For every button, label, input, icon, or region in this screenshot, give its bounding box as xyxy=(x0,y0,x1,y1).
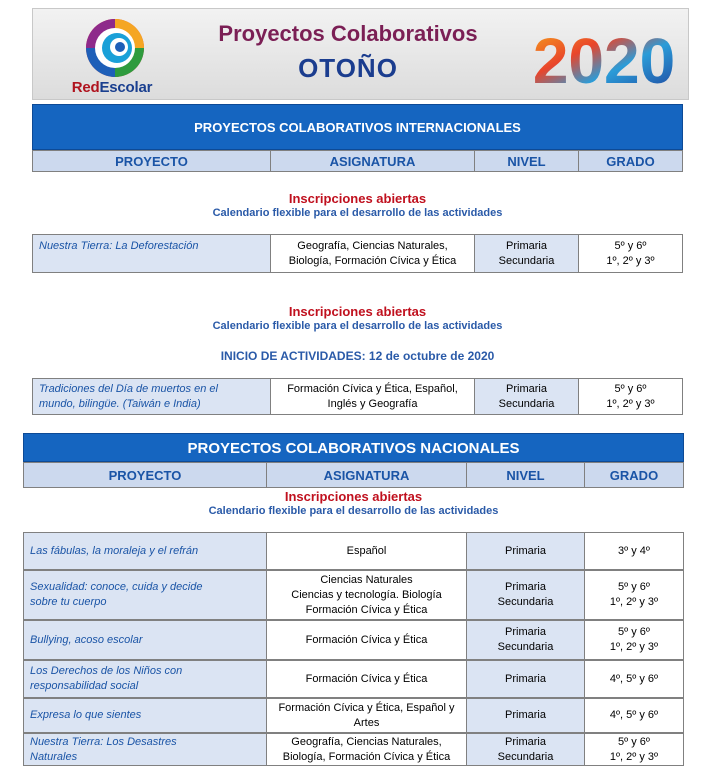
swirl-logo-icon xyxy=(81,17,149,79)
asignatura-cell xyxy=(267,699,467,732)
nivel-line: Primaria xyxy=(505,544,546,557)
table-row xyxy=(32,378,683,415)
calendar-notice: Calendario flexible para el desarrollo de las actividades xyxy=(212,320,503,332)
calendar-notice: Calendario flexible para el desarrollo de las actividades xyxy=(208,505,499,517)
logo-escolar-text: Escolar xyxy=(99,79,153,96)
grado-cell xyxy=(585,699,683,732)
year-graphic xyxy=(529,17,679,93)
nivel-cell xyxy=(467,621,585,659)
nivel-line: Secundaria xyxy=(498,254,555,267)
col-asignatura: ASIGNATURA xyxy=(271,151,475,171)
project-link[interactable] xyxy=(24,621,267,659)
asignatura-cell xyxy=(267,661,467,697)
asignatura-line: Ciencias Naturales xyxy=(320,573,413,586)
grado-cell xyxy=(585,571,683,619)
nivel-line: Secundaria xyxy=(497,750,554,763)
grado-cell xyxy=(585,661,683,697)
project-name: Tradiciones del Día de muertos en el xyxy=(39,382,218,395)
asignatura-line: Formación Cívica y Ética xyxy=(305,633,428,646)
grado-line: 5º y 6º xyxy=(618,581,650,593)
status-notice: Inscripciones abiertas xyxy=(284,489,423,504)
nivel-cell xyxy=(467,533,585,569)
project-name: Naturales xyxy=(30,750,78,763)
grado-line: 5º y 6º xyxy=(614,382,647,395)
project-name: Nuestra Tierra: La Deforestación xyxy=(39,240,199,252)
project-link[interactable] xyxy=(24,734,267,765)
project-name: Sexualidad: conoce, cuida y decide xyxy=(30,581,203,593)
asignatura-line: Formación Cívica y Ética xyxy=(305,603,428,616)
col-nivel: NIVEL xyxy=(467,463,585,487)
project-link[interactable] xyxy=(24,571,267,619)
nivel-cell xyxy=(467,661,585,697)
nivel-cell xyxy=(467,571,585,619)
table-row xyxy=(23,570,684,620)
nivel-line: Primaria xyxy=(505,709,546,721)
grado-line: 4º, 5º y 6º xyxy=(609,672,659,685)
asignatura-line: Inglés y Geografía xyxy=(327,397,418,410)
nivel-line: Secundaria xyxy=(497,596,554,608)
grado-line: 4º, 5º y 6º xyxy=(609,709,659,721)
project-link[interactable] xyxy=(33,379,271,414)
grado-cell xyxy=(585,734,683,765)
asignatura-cell xyxy=(267,571,467,619)
nivel-line: Secundaria xyxy=(498,397,555,410)
internacionales-column-headers xyxy=(32,150,683,172)
grado-line: 5º y 6º xyxy=(614,239,647,252)
project-link[interactable] xyxy=(33,235,271,272)
asignatura-line: Biología, Formación Cívica y Ética xyxy=(282,750,451,763)
nivel-cell xyxy=(475,235,579,272)
grado-cell xyxy=(585,533,683,569)
table-row xyxy=(32,234,683,273)
asignatura-line: Artes xyxy=(353,716,380,729)
status-notice: Inscripciones abiertas xyxy=(288,191,427,206)
project-name: Bullying, acoso escolar xyxy=(30,633,143,646)
project-name: responsabilidad social xyxy=(30,680,139,692)
col-asignatura: ASIGNATURA xyxy=(267,463,467,487)
nacionales-column-headers xyxy=(23,462,684,488)
asignatura-line: Biología, Formación Cívica y Ética xyxy=(288,254,457,267)
project-link[interactable] xyxy=(24,699,267,732)
nivel-cell xyxy=(475,379,579,414)
asignatura-cell xyxy=(271,379,475,414)
project-name: Expresa lo que sientes xyxy=(30,709,142,721)
table-row xyxy=(23,532,684,570)
redescolar-logo[interactable] xyxy=(51,15,171,99)
page-title: Proyectos Colaborativos xyxy=(218,21,478,46)
logo-red-text: Red xyxy=(71,79,100,96)
calendar-notice: Calendario flexible para el desarrollo de las actividades xyxy=(212,207,503,219)
nivel-cell xyxy=(467,699,585,732)
section-nacionales-header: PROYECTOS COLABORATIVOS NACIONALES xyxy=(23,433,684,462)
project-name: Los Derechos de los Niños con xyxy=(30,665,183,677)
nivel-line: Primaria xyxy=(506,239,547,252)
asignatura-cell xyxy=(267,734,467,765)
col-nivel: NIVEL xyxy=(475,151,579,171)
section-internacionales-header: PROYECTOS COLABORATIVOS INTERNACIONALES xyxy=(32,104,683,150)
grado-cell xyxy=(585,621,683,659)
year-text: 2020 xyxy=(532,25,676,93)
nivel-line: Primaria xyxy=(505,672,546,685)
nivel-line: Primaria xyxy=(505,626,546,638)
start-date-notice: INICIO DE ACTIVIDADES: 12 de octubre de 2020 xyxy=(220,349,495,363)
grado-line: 5º y 6º xyxy=(618,735,650,748)
asignatura-cell xyxy=(267,621,467,659)
col-grado: GRADO xyxy=(606,153,655,169)
nivel-line: Secundaria xyxy=(497,641,554,653)
grado-line: 1º, 2º y 3º xyxy=(606,397,655,410)
table-row xyxy=(23,698,684,733)
table-row xyxy=(23,620,684,660)
grado-line: 3º y 4º xyxy=(618,544,650,557)
table-row xyxy=(23,660,684,698)
asignatura-cell xyxy=(271,235,475,272)
season-title: OTOÑO xyxy=(298,53,398,83)
grado-cell xyxy=(579,235,682,272)
project-name: Las fábulas, la moraleja y el refrán xyxy=(30,544,199,557)
grado-line: 1º, 2º y 3º xyxy=(609,750,659,763)
project-name: sobre tu cuerpo xyxy=(30,596,107,608)
asignatura-line: Geografía, Ciencias Naturales, xyxy=(291,735,442,748)
grado-line: 1º, 2º y 3º xyxy=(609,596,659,608)
nivel-line: Primaria xyxy=(506,382,547,395)
asignatura-line: Formación Cívica y Ética xyxy=(305,672,428,685)
asignatura-line: Formación Cívica y Ética, Español y xyxy=(278,701,455,714)
asignatura-line: Geografía, Ciencias Naturales, xyxy=(297,239,448,252)
col-proyecto: PROYECTO xyxy=(24,463,267,487)
asignatura-line: Formación Cívica y Ética, Español, xyxy=(287,382,458,395)
status-notice: Inscripciones abiertas xyxy=(288,304,427,319)
nivel-line: Primaria xyxy=(505,581,546,593)
project-link[interactable] xyxy=(24,533,267,569)
col-grado: GRADO xyxy=(609,467,659,483)
nivel-line: Primaria xyxy=(505,735,546,748)
col-proyecto: PROYECTO xyxy=(33,151,271,171)
project-link[interactable] xyxy=(24,661,267,697)
asignatura-cell xyxy=(267,533,467,569)
grado-line: 5º y 6º xyxy=(618,626,650,638)
grado-line: 1º, 2º y 3º xyxy=(609,641,659,653)
asignatura-line: Español xyxy=(346,544,387,557)
asignatura-line: Ciencias y tecnología. Biología xyxy=(291,588,442,601)
header-banner xyxy=(32,8,689,100)
grado-line: 1º, 2º y 3º xyxy=(606,254,655,267)
table-row xyxy=(23,733,684,766)
grado-cell xyxy=(579,379,682,414)
project-name: Nuestra Tierra: Los Desastres xyxy=(30,735,177,748)
project-name: mundo, bilingüe. (Taiwán e India) xyxy=(39,397,201,410)
nivel-cell xyxy=(467,734,585,765)
logo-wordmark xyxy=(53,79,171,96)
